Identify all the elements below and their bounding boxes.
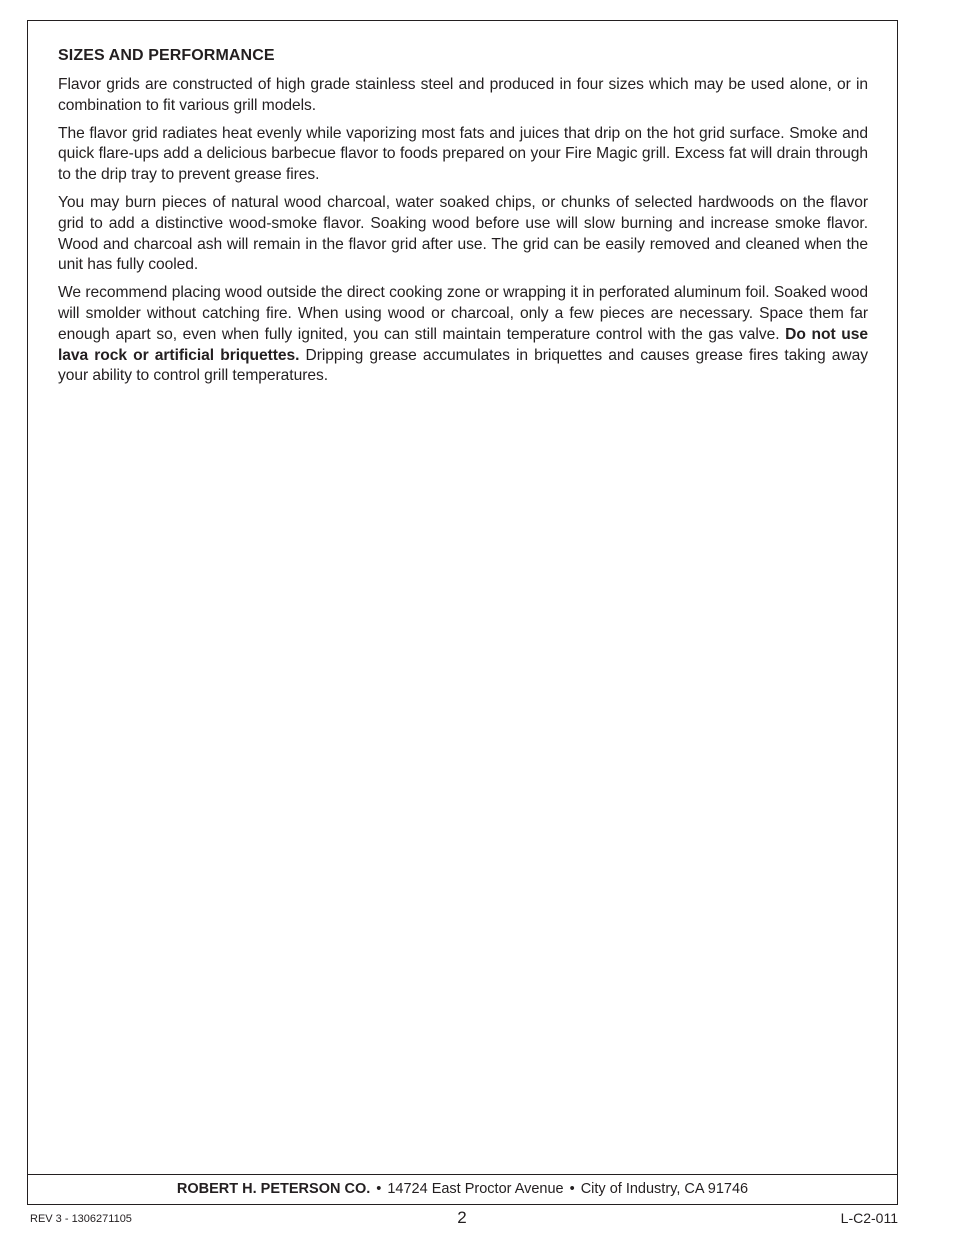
revision-code: REV 3 - 1306271105 — [30, 1213, 132, 1225]
main-content — [58, 46, 868, 394]
warning-text: Do not use lava rock or artificial briquettes. — [58, 325, 868, 364]
document-code: L-C2-011 — [840, 1210, 898, 1226]
footer-address — [27, 1180, 898, 1198]
page-number: 2 — [457, 1208, 467, 1227]
grease-text: Dripping grease accumulates in briquettes and causes grease fires taking away your ability to control grill temperatures. — [58, 346, 868, 385]
paragraph-heat-radiation: The flavor grid radiates heat evenly while vaporizing most fats and juices that drip on the hot grid surface. Smoke and quick flare-ups add a delicious barbecue flavor to foods prepared on your Fire Magic grill. Excess fat will drain through to the drip tray to prevent grease fires. — [58, 124, 868, 184]
bullet-separator: • — [569, 1181, 575, 1197]
footer-divider — [27, 1174, 898, 1175]
paragraph-wood-smoke: You may burn pieces of natural wood charcoal, water soaked chips, or chunks of selected hardwoods on the flavor grid to add a distinctive wood-smoke flavor. Soaking wood before use will slow burning and increase smoke flavor. Wood and charcoal ash will remain in the flavor grid after use. The grid can be easily removed and cleaned when the unit has fully cooled. — [58, 193, 868, 274]
recommendation-text: We recommend placing wood outside the direct cooking zone or wrapping it in perforated aluminum foil. Soaked wood will smolder without catching fire. When using wood or charcoal, only a few pieces are necessary. Space them far enough apart so, even when fully ignited, you can still maintain temperature control with the gas valve. — [58, 284, 868, 343]
bullet-separator: • — [376, 1181, 382, 1197]
paragraph-flavor-grids: Flavor grids are constructed of high grade stainless steel and produced in four sizes which may be used alone, or in combination to fit various grill models. — [58, 76, 868, 114]
section-heading: SIZES AND PERFORMANCE — [58, 47, 275, 64]
paragraph-recommendation — [58, 283, 868, 387]
company-name: ROBERT H. PETERSON CO. — [176, 1181, 371, 1197]
street-address: 14724 East Proctor Avenue — [387, 1181, 564, 1197]
city-address: City of Industry, CA 91746 — [580, 1181, 749, 1197]
